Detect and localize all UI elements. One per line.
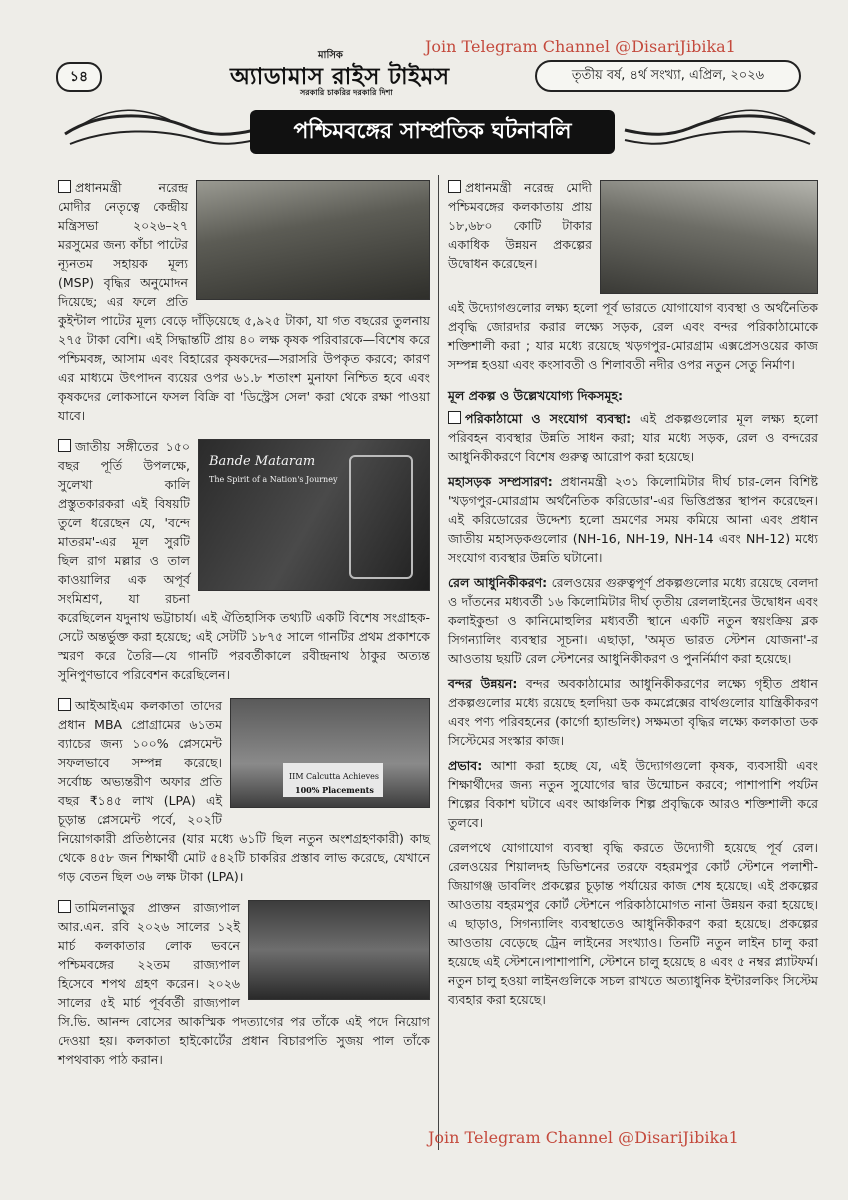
photo-subcaption: The Spirit of a Nation's Journey [209, 475, 338, 484]
section-banner [60, 106, 795, 166]
photo-caption: Bande Mataram [209, 454, 316, 469]
telegram-link-top[interactable]: Join Telegram Channel @DisariJibika1 [425, 37, 736, 56]
checkbox-icon [58, 439, 71, 452]
checkbox-icon [448, 411, 461, 424]
checkbox-icon [58, 180, 71, 193]
rail-text: রেলওয়ের গুরুত্বপূর্ণ প্রকল্পগুলোর মধ্যে রয়েছে বেলদা ও দাঁতনের মধ্যবর্তী ১৬ কিলোমিটার দীর্ঘ তৃতীয় রেললাইনের উদ্বোধন এবং কলাইকুন্ডা ও কানিমোহুলির মধ্যবর্তী স্থানে একটি নতুন স্বয়ংক্রিয় ব্লক সিগন্যালিং ব্যবস্থার সূচনা। এছাড়া, 'অমৃত ভারত স্টেশন যোজনা'-র আওতায় ছয়টি রেল স্টেশনের আধুনিকীকরণ ও পুনর্নির্মাণ করা হয়েছে। [448, 575, 818, 666]
right-ornament-icon [620, 106, 820, 156]
news-item-iim-calcutta [58, 696, 430, 892]
page-number: ১৪ [56, 62, 102, 92]
railway-paragraph: রেলপথে যোগাযোগ ব্যবস্থা বৃদ্ধি করতে উদ্যোগী হয়েছে পূর্ব রেল। রেলওয়ের শিয়ালদহ ডিভিশনের তরফে বহরমপুর কোর্ট স্টেশনে পলাশী-জিয়াগঞ্জ ডাবলিং প্রকল্পের চূড়ান্ত পর্যায়ের কাজ শেষ হয়েছে। এই প্রকল্পের আওতায় বহরমপুর কোর্ট স্টেশনে পরিকাঠামোগত নানা উন্নয়ন করা হয়েছে। এ ছাড়াও, সিগন্যালিং ব্যবস্থাতেও আধুনিকীকরণ করা হয়েছে। প্রকল্পের আওতায় বেড়েছে ট্রেন লাইনের সংখ্যাও। তিনটি নতুন লাইন চালু করা হয়েছে এই স্টেশনে।পাশাপাশি, স্টেশনে চালু হয়েছে ৪ এবং ৫ নম্বর প্ল্যাটফর্ম। নতুন চালু হওয়া লাইনগুলিকে সচল রাখতে অত্যাধুনিক ইন্টারলকিং সিস্টেম ব্যবহার করা হয়েছে। [448, 840, 818, 1007]
news-item-vande-mataram [58, 437, 430, 690]
iim-calcutta-text: আইআইএম কলকাতা তাদের প্রধান MBA প্রোগ্রামের ৬১তম ব্যাচের জন্য ১০০% প্লেসমেন্ট সফলভাবে সম্পন্ন করেছে। সর্বোচ্চ অভ্যন্তরীণ অফার প্রতি বছর ₹১৪৫ লাখ (LPA) এই চূড়ান্ত প্লেসমেন্ট পর্বে, ২০২টি নিয়োগকারী প্রতিষ্ঠানের (যার মধ্যে ৬১টি ছিল নতুন অংশগ্রহণকারী) কাছ থেকে ৪৫৮ জন শিক্ষার্থী মোট ৫৪২টি চাকরির প্রস্তাব লাভ করেছে, যেখানে গড় বেতন ছিল ৩৬ লক্ষ টাকা (LPA)। [58, 698, 430, 884]
brand-title: অ্যাডামাস রাইস টাইমস [230, 64, 450, 90]
decorative-frame [349, 455, 413, 579]
port-label: বন্দর উন্নয়ন: [448, 676, 518, 691]
left-ornament-icon [60, 106, 260, 156]
rail-label: রেল আধুনিকীকরণ: [448, 575, 548, 590]
port-text: বন্দর অবকাঠামোর আধুনিকীকরণের লক্ষ্যে গৃহীত প্রধান প্রকল্পগুলোর মধ্যে রয়েছে হলদিয়া ডক কমপ্লেক্সের বার্থগুলোর যান্ত্রিকীকরণ এবং পণ্য পরিবহনের (কার্গো হ্যান্ডলিং) সক্ষমতা বৃদ্ধির লক্ষ্যে কলকাতা ডক সিস্টেমের সংস্কার কাজ। [448, 676, 818, 748]
brand-tagline: সরকারি চাকরির দরকারি দিশা [300, 88, 393, 97]
impact-label: প্রভাব: [448, 758, 483, 773]
news-item-jute-msp [58, 178, 430, 431]
bande-mataram-photo [198, 439, 430, 591]
jute-field-photo [196, 180, 430, 300]
iim-calcutta-photo [230, 698, 430, 808]
expressway-photo [600, 180, 818, 294]
pm-projects-text: প্রধানমন্ত্রী নরেন্দ্র মোদী পশ্চিমবঙ্গের কলকাতায় প্রায় ১৮,৬৮০ কোটি টাকার একাধিক উন্নয়ন প্রকল্পের উদ্বোধন করেছেন। [448, 180, 592, 271]
left-column [58, 178, 430, 1081]
checkbox-icon [58, 900, 71, 913]
right-column [448, 178, 818, 1015]
governor-oath-photo [248, 900, 430, 1000]
news-item-pm-projects [448, 178, 818, 380]
pm-projects-continued: এই উদ্যোগগুলোর লক্ষ্য হলো পূর্ব ভারতে যোগাযোগ ব্যবস্থা ও অর্থনৈতিক প্রবৃদ্ধি জোরদার করার লক্ষ্যে সড়ক, রেল এবং বন্দর পরিকাঠামোকে শক্তিশালী করা ; যার মধ্যে রয়েছে খড়গপুর-মোরগ্রাম এক্সপ্রেসওয়ের কাজ সম্পন্ন হওয়া এবং কংসাবতী ও শিলাবতী নদীর ওপর নতুন সেতু নির্মাণ। [448, 300, 818, 372]
checkbox-icon [58, 698, 71, 711]
column-divider [438, 175, 439, 1150]
highway-label: মহাসড়ক সম্প্রসারণ: [448, 474, 553, 489]
photo-caption: IIM Calcutta Achieves [289, 772, 379, 781]
news-item-governor [58, 898, 430, 1075]
impact-text: আশা করা হচ্ছে যে, এই উদ্যোগগুলো কৃষক, ব্যবসায়ী এবং শিক্ষার্থীদের জন্য নতুন সুযোগের দ্বার উন্মোচন করবে; পাশাপাশি পর্যটন শিল্পের বিকাশ ঘটাবে এবং আঞ্চলিক শিল্প প্রবৃদ্ধিকে আরও শক্তিশালী করে তুলবে। [448, 758, 818, 830]
brand-frequency: মাসিক [318, 50, 343, 61]
vande-mataram-text: জাতীয় সঙ্গীতের ১৫০ বছর পূর্তি উপলক্ষে, সুলেখা কালি প্রস্তুতকারকরা এই বিষয়টি তুলে ধরেছেন যে, 'বন্দে মাতরম'-এর মূল সুরটি ছিল রাগ মল্লার ও তাল কাওয়ালির এক অপূর্ব সংমিশ্রণ, যা রচনা করেছিলেন যদুনাথ ভট্টাচার্য। এই ঐতিহাসিক তথ্যটি একটি বিশেষ সংগ্রাহক-সেটে অন্তর্ভুক্ত করা হয়েছে; এই সেটটি ১৮৭৫ সালে গানটির প্রথম প্রকাশকে স্মরণ করে তৈরি—যে গানটি পরবর্তীকালে রবীন্দ্রনাথ ঠাকুর অত্যন্ত সুনিপুণভাবে পরিবেশন করেছিলেন। [58, 439, 430, 682]
photo-subcaption: 100% Placements [295, 785, 374, 795]
checkbox-icon [448, 180, 461, 193]
jute-msp-text: প্রধানমন্ত্রী নরেন্দ্র মোদীর নেতৃত্বে কেন্দ্রীয় মন্ত্রিসভা ২০২৬–২৭ মরসুমের জন্য কাঁচা পাটের ন্যূনতম সহায়ক মূল্য (MSP) বৃদ্ধির অনুমোদন দিয়েছে; এর ফলে প্রতি কুইন্টাল পাটের মূল্য বেড়ে দাঁড়িয়েছে ৫,৯২৫ টাকা, যা গত বছরের তুলনায় ২৭৫ টাকা বেশি। এই সিদ্ধান্তটি প্রায় ৪০ লক্ষ কৃষক পরিবারকে—বিশেষ করে পশ্চিমবঙ্গ, আসাম এবং বিহারের কৃষকদের—সরাসরি উপকৃত করবে; কারণ এর মাধ্যমে উৎপাদন ব্যয়ের ওপর ৬১.৮ শতাংশ মুনাফা নিশ্চিত হবে এবং কৃষকদের লোকসানে ফসল বিক্রি বা 'ডিস্ট্রেস সেল' করা থেকে রক্ষা পাওয়া যাবে। [58, 180, 430, 423]
highway-text: প্রধানমন্ত্রী ২৩১ কিলোমিটার দীর্ঘ চার-লেন বিশিষ্ট 'খড়গপুর-মোরগ্রাম অর্থনৈতিক করিডোর'-এর ভিত্তিপ্রস্তর স্থাপন করেছেন। এই করিডোরের উদ্দেশ্য হলো ভ্রমণের সময় কমিয়ে আনা এবং প্রধান জাতীয় মহাসড়কগুলোর (NH-16, NH-19, NH-14 এবং NH-12) মধ্যে সংযোগ ব্যবস্থার উন্নতি ঘটানো। [448, 474, 818, 565]
infra-text: এই প্রকল্পগুলোর মূল লক্ষ্য হলো পরিবহন ব্যবস্থার উন্নতি সাধন করা; যার মধ্যে সড়ক, রেল ও বন্দরের আধুনিকীকরণে বিশেষ গুরুত্ব আরোপ করা হয়েছে। [448, 411, 818, 464]
issue-info: তৃতীয় বর্ষ, ৪র্থ সংখ্যা, এপ্রিল, ২০২৬ [535, 60, 801, 92]
governor-text: তামিলনাড়ুর প্রাক্তন রাজ্যপাল আর.এন. রবি ২০২৬ সালের ১২ই মার্চ কলকাতার লোক ভবনে পশ্চিমবঙ্গের ২২তম রাজ্যপাল হিসেবে শপথ গ্রহণ করেন। ২০২৬ সালের ৫ই মার্চ পূর্ববর্তী রাজ্যপাল সি.ভি. আনন্দ বোসের আকস্মিক পদত্যাগের পর তাঁকে এই পদে নিয়োগ দেওয়া হয়। কলকাতা হাইকোর্টের প্রধান বিচারপতি সুজয় পাল তাঁকে শপথবাক্য পাঠ করান। [58, 900, 430, 1067]
main-projects-heading: মূল প্রকল্প ও উল্লেখযোগ্য দিকসমূহ: [448, 388, 624, 403]
infra-label: পরিকাঠামো ও সংযোগ ব্যবস্থা: [465, 411, 632, 426]
section-title: পশ্চিমবঙ্গের সাম্প্রতিক ঘটনাবলি [250, 110, 615, 154]
telegram-link-bottom[interactable]: Join Telegram Channel @DisariJibika1 [428, 1128, 739, 1147]
